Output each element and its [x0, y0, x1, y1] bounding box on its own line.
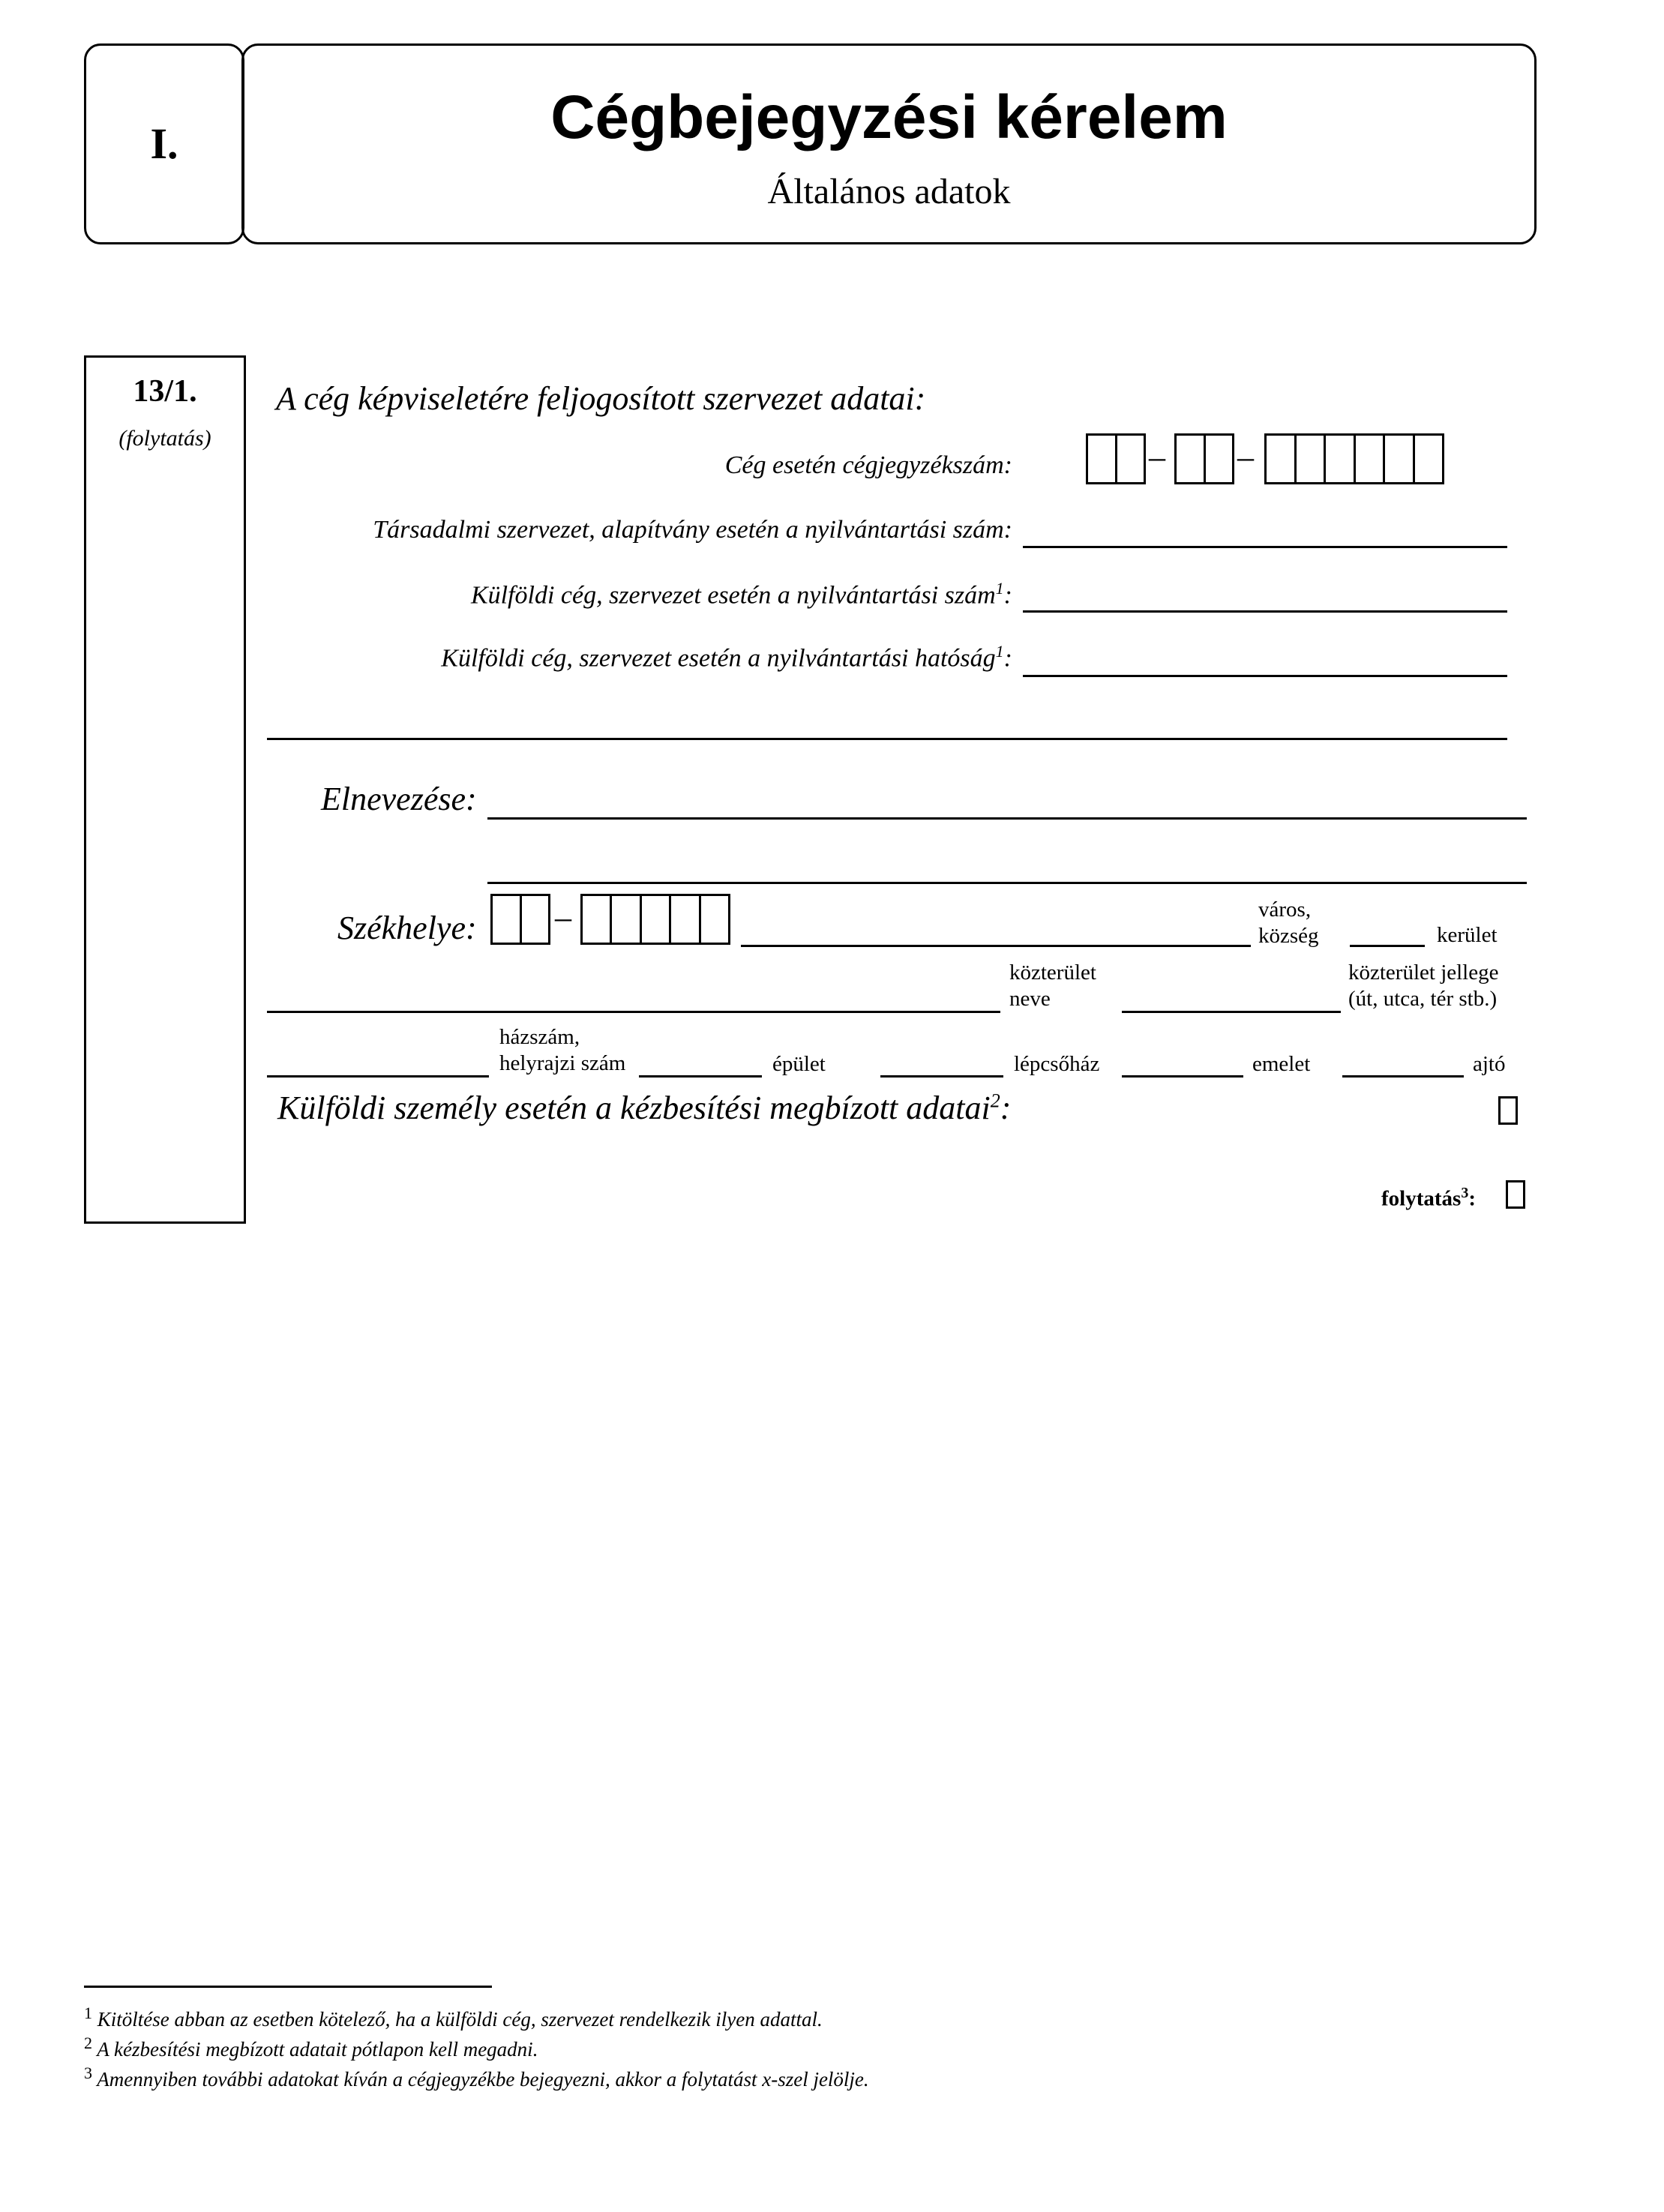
building-field[interactable]	[639, 1075, 762, 1078]
foreign-reg-number-label: Külföldi cég, szervezet esetén a nyilvántartási szám$^1$:	[470, 579, 1012, 610]
foreign-authority-label: Külföldi cég, szervezet esetén a nyilvántartási hatóság$^1$:	[441, 642, 1012, 673]
representative-org-heading: A cég képviseletére feljogosított szervezet adatai:	[276, 380, 926, 417]
company-reg-serial[interactable]	[1264, 433, 1444, 484]
footnote-ref-3: 3	[1461, 1185, 1469, 1201]
left-column-box	[84, 355, 246, 1224]
foreign-person-label: Külföldi személy esetén a kézbesítési megbízott adatai$^2$:	[277, 1090, 1012, 1126]
footnote-3: $^3$ Amennyiben további adatokat kíván a cégjegyzékbe bejegyezni, akkor a folytatást x-szel jelölje.	[84, 2064, 869, 2091]
door-label: ajtó	[1473, 1052, 1506, 1076]
staircase-label: lépcsőház	[1014, 1052, 1100, 1076]
footnote-1: $^1$ Kitöltése abban az esetben kötelező, ha a külföldi cég, szervezet rendelkezik ilyen adattal.	[84, 2004, 823, 2031]
street-name-field[interactable]	[267, 1011, 1000, 1013]
page-title: Cégbejegyzési kérelem	[550, 83, 1228, 151]
representative-extra-line[interactable]	[267, 738, 1507, 740]
company-reg-form-code[interactable]	[1174, 433, 1234, 484]
city-label: város, község	[1258, 898, 1319, 948]
floor-label: emelet	[1252, 1052, 1311, 1076]
company-reg-number-label: Cég esetén cégjegyzékszám:	[724, 451, 1012, 479]
social-org-number-label: Társadalmi szervezet, alapítvány esetén a nyilvántartási szám:	[373, 516, 1012, 544]
footnote-ref-1b: 1	[995, 642, 1004, 661]
foreign-reg-number-field[interactable]	[1023, 610, 1507, 613]
company-reg-court-code[interactable]	[1086, 433, 1146, 484]
section-code: 13/1.	[133, 374, 197, 409]
district-label: kerület	[1437, 923, 1498, 947]
seat-postcode[interactable]	[580, 894, 730, 945]
floor-field[interactable]	[1122, 1075, 1243, 1078]
street-type-field[interactable]	[1122, 1011, 1341, 1013]
section-number: I.	[150, 119, 178, 168]
footnote-2: $^2$ A kézbesítési megbízott adatait pótlapon kell megadni.	[84, 2034, 538, 2061]
seat-postcode-country[interactable]	[490, 894, 550, 945]
house-number-label: házszám, helyrajzi szám	[499, 1025, 626, 1075]
seat-district-field[interactable]	[1350, 945, 1425, 947]
door-field[interactable]	[1342, 1075, 1464, 1078]
continuation-checkbox[interactable]	[1506, 1180, 1525, 1209]
company-reg-separator-2: –	[1237, 439, 1254, 475]
foreign-authority-field[interactable]	[1023, 675, 1507, 677]
continuation-label: folytatás$^3$:	[1381, 1185, 1476, 1211]
page-subtitle: Általános adatok	[767, 172, 1011, 211]
seat-city-field[interactable]	[741, 945, 1251, 947]
building-label: épület	[772, 1052, 826, 1076]
social-org-number-field[interactable]	[1023, 546, 1507, 548]
foreign-person-checkbox[interactable]	[1498, 1096, 1518, 1125]
footnote-divider	[84, 1986, 492, 1988]
staircase-field[interactable]	[880, 1075, 1003, 1078]
section-code-note: (folytatás)	[118, 426, 211, 451]
name-field-line-2[interactable]	[487, 882, 1527, 884]
footnote-ref-2: 2	[990, 1090, 1000, 1112]
footnote-ref-1: 1	[995, 579, 1004, 598]
street-type-label: közterület jellege (út, utca, tér stb.)	[1348, 961, 1499, 1011]
seat-label: Székhelye:	[337, 910, 477, 946]
seat-separator: –	[555, 899, 571, 936]
name-field-line-1[interactable]	[487, 817, 1527, 820]
street-name-label: közterület neve	[1009, 961, 1096, 1011]
name-label: Elnevezése:	[321, 781, 477, 817]
company-reg-separator-1: –	[1149, 439, 1165, 475]
house-number-field[interactable]	[267, 1075, 489, 1078]
